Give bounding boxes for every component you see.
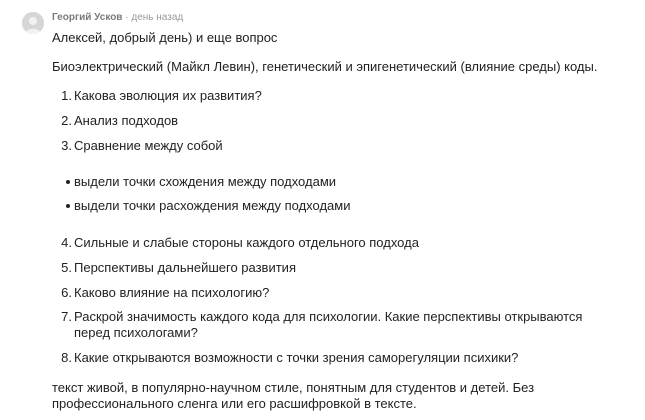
greeting-text: Алексей, добрый день) и еще вопрос [52,30,278,45]
list-item-text: Сильные и слабые стороны каждого отдельного подхода [74,235,419,250]
outro-text: текст живой, в популярно-научном стиле, понятным для студентов и детей. Без профессионального сленга или его расшифровкой в тексте. [52,380,535,411]
comment-meta [52,12,183,24]
list-item-text: Раскрой значимость каждого кода для психологии. Какие перспективы открываются перед психологами? [74,309,583,340]
comment-timestamp[interactable]: день назад [131,12,184,23]
intro-text: Биоэлектрический (Майкл Левин), генетический и эпигенетический (влияние среды) коды. [52,59,598,74]
bullet-text: выдели точки схождения между подходами [74,174,337,189]
author-name[interactable]: Георгий Усков [52,12,123,23]
list-item-number: 7. [61,309,72,324]
bullet-icon [66,204,70,208]
meta-separator: · [125,12,129,23]
list-item-text: Перспективы дальнейшего развития [74,260,296,275]
list-item-number: 4. [61,235,72,250]
list-item-text: Какова эволюция их развития? [74,88,262,103]
list-item-number: 1. [61,88,72,103]
list-item-number: 3. [61,138,72,153]
list-item-number: 6. [61,285,72,300]
list-item-text: Какие открываются возможности с точки зрения саморегуляции психики? [74,350,519,365]
list-item-number: 5. [61,260,72,275]
avatar[interactable] [22,12,44,34]
list-item-number: 2. [61,113,72,128]
list-item-text: Сравнение между собой [74,138,223,153]
list-item-text: Каково влияние на психологию? [74,285,270,300]
list-item-text: Анализ подходов [74,113,179,128]
list-item-number: 8. [61,350,72,365]
user-avatar-icon [22,12,44,34]
bullet-text: выдели точки расхождения между подходами [74,198,351,213]
bullet-icon [66,180,70,184]
